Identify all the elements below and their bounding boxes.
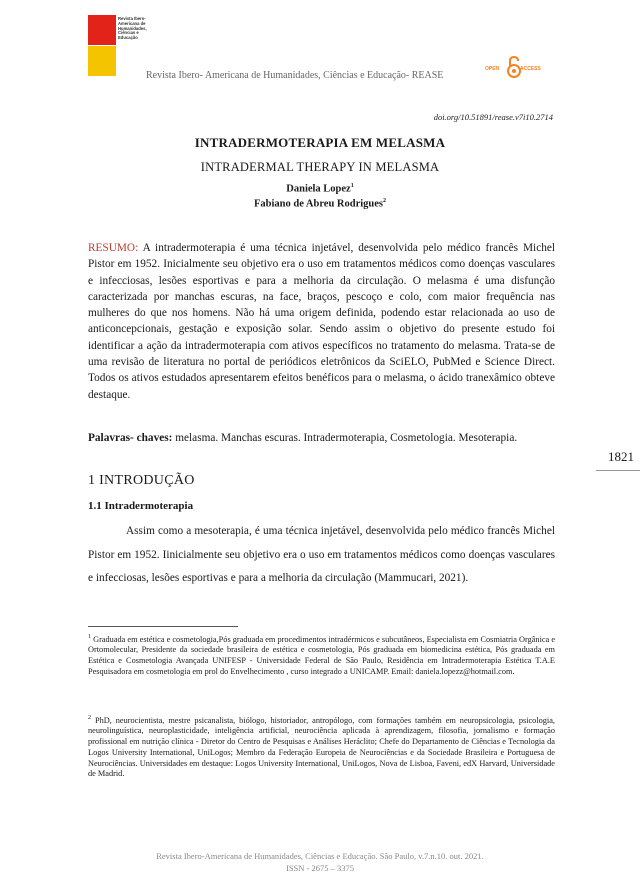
- journal-header: Revista Ibero- Americana de Humanidades, Ciências e Educação- REASE: [146, 70, 444, 81]
- open-access-label-right: ACCESS: [520, 66, 541, 72]
- footnote-2-text: PhD, neurocientista, mestre psicanalista, biólogo, historiador, antropólogo, com formações também em neuropsicologia, psicologia, neurolinguística, neuroplasticidade, inteligência artificial, neurociência aplicada à aprendizagem, filosofia, jornalismo e formação profissional em nutrição clínica - Diretor do Centro de Pesquisas e Análises Heráclito; Chefe do Departamento de Ciências e Tecnologia da Logos University International, UniLogos; Membro da Federação Europeia de Neurociências e da Sociedade Brasileira e Portuguesa de Neurociências. Universidades em destaque: Logos University International, UniLogos, Nova de Lisboa, Faveni, edX Harvard, Universidade de Madrid.: [88, 715, 555, 779]
- paper-title: INTRADERMOTERAPIA EM MELASMA: [194, 135, 446, 150]
- footnote-1: [88, 632, 555, 678]
- author-2: Fabiano de Abreu Rodrigues$^2$: [253, 198, 387, 210]
- journal-logo-yellow-block: [88, 46, 116, 76]
- subsection-heading: 1.1 Intradermoterapia: [88, 500, 194, 512]
- doi-link[interactable]: doi.org/10.51891/rease.v7i10.2714: [433, 112, 553, 122]
- keywords: [88, 430, 555, 446]
- footnote-1-mark: 1: [88, 634, 91, 640]
- footnote-2-mark: 2: [88, 715, 91, 721]
- open-access-label-left: OPEN: [485, 66, 500, 72]
- keywords-label: Palavras- chaves:: [88, 432, 173, 444]
- author-1-footnote-mark: 1: [350, 183, 354, 189]
- footnote-2: [88, 713, 555, 780]
- keywords-text: melasma. Manchas escuras. Intradermoterapia, Cosmetologia. Mesoterapia.: [175, 432, 518, 444]
- footer-issn: ISSN - 2675 – 3375: [285, 863, 354, 873]
- footnote-divider: [88, 626, 238, 627]
- journal-logo-red-block: [88, 15, 116, 45]
- page-number-divider: [596, 470, 640, 471]
- abstract-label: RESUMO:: [88, 242, 139, 254]
- journal-logo-text: Revista Ibero-Americana de Humanidades, Ciências e Educação: [118, 16, 147, 41]
- intro-paragraph: Assim como a mesoterapia, é uma técnica injetável, desenvolvida pelo médico francês Michel Pistor em 1952. Iinicialmente seu objetivo era o uso em tratamentos médicos como doenças vasculares e infecciosas, lesões esportivas e para a melhoria da circulação (Mammucari, 2021).: [88, 525, 555, 584]
- section-heading: 1 INTRODUÇÃO: [88, 473, 195, 488]
- abstract-text: A intradermoterapia é uma técnica injetável, desenvolvida pelo médico francês Michel Pistor em 1952. Inicialmente seu objetivo era o uso em tratamentos médicos como doenças vasculares e infecciosas, lesões esportivas e para a melhoria da circulação. O melasma é uma disfunção caracterizada por manchas escuras, na face, braços, pescoço e colo, com maior frequência nas mulheres do que nos homens. Não há uma origem definida, podendo estar relacionada ao uso de anticoncepcionais, gestação e exposição solar. Sendo assim o objetivo do presente estudo foi identificar a ação da intradermoterapia com ativos específicos no tratamento do melasma. Trata-se de uma revisão de literatura no portal de periódicos eletrônicos da SciELO, PubMed e Science Direct. Todos os ativos estudados apresentarem efeitos benéficos para o melasma, o ácido tranexâmico obteve destaque.: [88, 242, 556, 401]
- author-2-footnote-mark: 2: [383, 198, 387, 204]
- footer-citation: Revista Ibero-Americana de Humanidades, Ciências e Educação. São Paulo, v.7.n.10. out. 2021.: [156, 851, 484, 861]
- footnote-1-text: Graduada em estética e cosmetologia,Pós graduada em procedimentos intradérmicos e subcutâneos, Especialista em Cosmiatria Orgânica e Ortomolecular, Presidente da sociedade brasileira de estética e cosmetologia, Pós graduada em biomedicina estética, Pós graduada em Estética e Cosmetologia Avançada UNIFESP - Universidade Federal de São Paulo, Residência em Intradermoterapia Estética T.A.E Pesquisadora em cosmetologia em prol do Envelhecimento , curso integrado a UNICAMP. Email: daniela.lopezz@hotmail.com.: [88, 634, 556, 676]
- abstract: [88, 240, 555, 403]
- paper-title-english: INTRADERMAL THERAPY IN MELASMA: [200, 160, 440, 174]
- author-1: Daniela Lopez$^1$: [286, 183, 354, 195]
- page-number: 1821: [608, 449, 634, 464]
